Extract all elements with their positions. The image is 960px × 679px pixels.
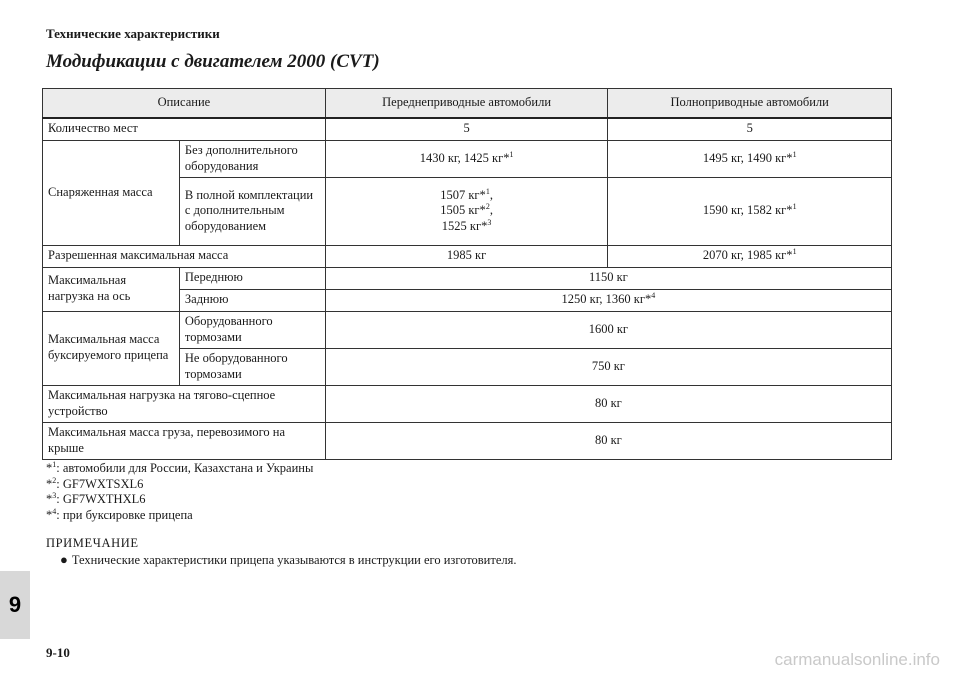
trailer-unbraked-value: 750 кг [325, 348, 891, 385]
curb-weight-label: Снаряженная масса [43, 140, 180, 245]
note-title: ПРИМЕЧАНИЕ [46, 536, 139, 550]
trailer-unbraked-label: Не оборудованного тормозами [179, 348, 325, 385]
footnote: *$^4$: при буксировке прицепа [46, 506, 193, 522]
footnote: *$^1$: автомобили для России, Казахстана и Украины [46, 459, 314, 475]
table-row-seats [43, 118, 892, 140]
curb-no-equipment-awd: 1495 кг, 1490 кг*$^1$ [608, 140, 892, 177]
curb-full-equipment-label: В полной комплектации с дополнительным оборудованием [179, 177, 325, 245]
column-header-awd: Полноприводные автомобили [608, 89, 892, 119]
curb-no-equipment-label: Без дополнительного оборудования [179, 140, 325, 177]
axle-front-value: 1150 кг [325, 267, 891, 289]
curb-no-equipment-fwd: 1430 кг, 1425 кг*$^1$ [325, 140, 608, 177]
table-row-axle-front [43, 267, 892, 289]
table-row-curb-base [43, 140, 892, 177]
axle-load-label: Максимальная нагрузка на ось [43, 267, 180, 311]
table-row-gross-weight [43, 245, 892, 267]
roof-load-label: Максимальная масса груза, перевозимого на крыше [43, 422, 326, 459]
watermark: carmanualsonline.info [774, 650, 940, 669]
axle-rear-label: Заднюю [179, 289, 325, 311]
page-number: 9-10 [46, 645, 70, 660]
footnote: *$^2$: GF7WXTSXL6 [46, 475, 144, 491]
seats-awd: 5 [608, 118, 892, 140]
trailer-braked-value: 1600 кг [325, 311, 891, 348]
table-row-roof-load [43, 422, 892, 459]
bullet-icon: ● [60, 552, 68, 567]
curb-full-equipment-fwd: 1507 кг*$^1$, 1505 кг*$^2$, 1525 кг*$^3$ [325, 177, 608, 245]
spec-table [42, 88, 892, 460]
gross-weight-awd: 2070 кг, 1985 кг*$^1$ [608, 245, 892, 267]
gross-weight-label: Разрешенная максимальная масса [43, 245, 326, 267]
column-header-description: Описание [43, 89, 326, 119]
note-block [46, 536, 516, 568]
column-header-fwd: Переднеприводные автомобили [325, 89, 608, 119]
trailer-braked-label: Оборудованного тормозами [179, 311, 325, 348]
section-title: Технические характеристики [46, 26, 220, 41]
trailer-mass-label: Максимальная масса буксируемого прицепа [43, 311, 180, 385]
seats-fwd: 5 [325, 118, 608, 140]
footnote: *$^3$: GF7WXTHXL6 [46, 490, 146, 506]
chapter-tab: 9 [0, 571, 30, 639]
table-header-row [43, 89, 892, 119]
curb-full-equipment-awd: 1590 кг, 1582 кг*$^1$ [608, 177, 892, 245]
towbar-load-label: Максимальная нагрузка на тягово-сцепное устройство [43, 385, 326, 422]
page-heading: Модификации с двигателем 2000 (CVT) [46, 51, 380, 72]
seats-label: Количество мест [43, 118, 326, 140]
axle-front-label: Переднюю [179, 267, 325, 289]
roof-load-value: 80 кг [325, 422, 891, 459]
towbar-load-value: 80 кг [325, 385, 891, 422]
note-item: ● Технические характеристики прицепа указываются в инструкции его изготовителя. [60, 552, 517, 567]
table-row-towbar-load [43, 385, 892, 422]
axle-rear-value: 1250 кг, 1360 кг*$^4$ [325, 289, 891, 311]
table-row-trailer-braked [43, 311, 892, 348]
footnotes [46, 461, 313, 523]
gross-weight-fwd: 1985 кг [325, 245, 608, 267]
